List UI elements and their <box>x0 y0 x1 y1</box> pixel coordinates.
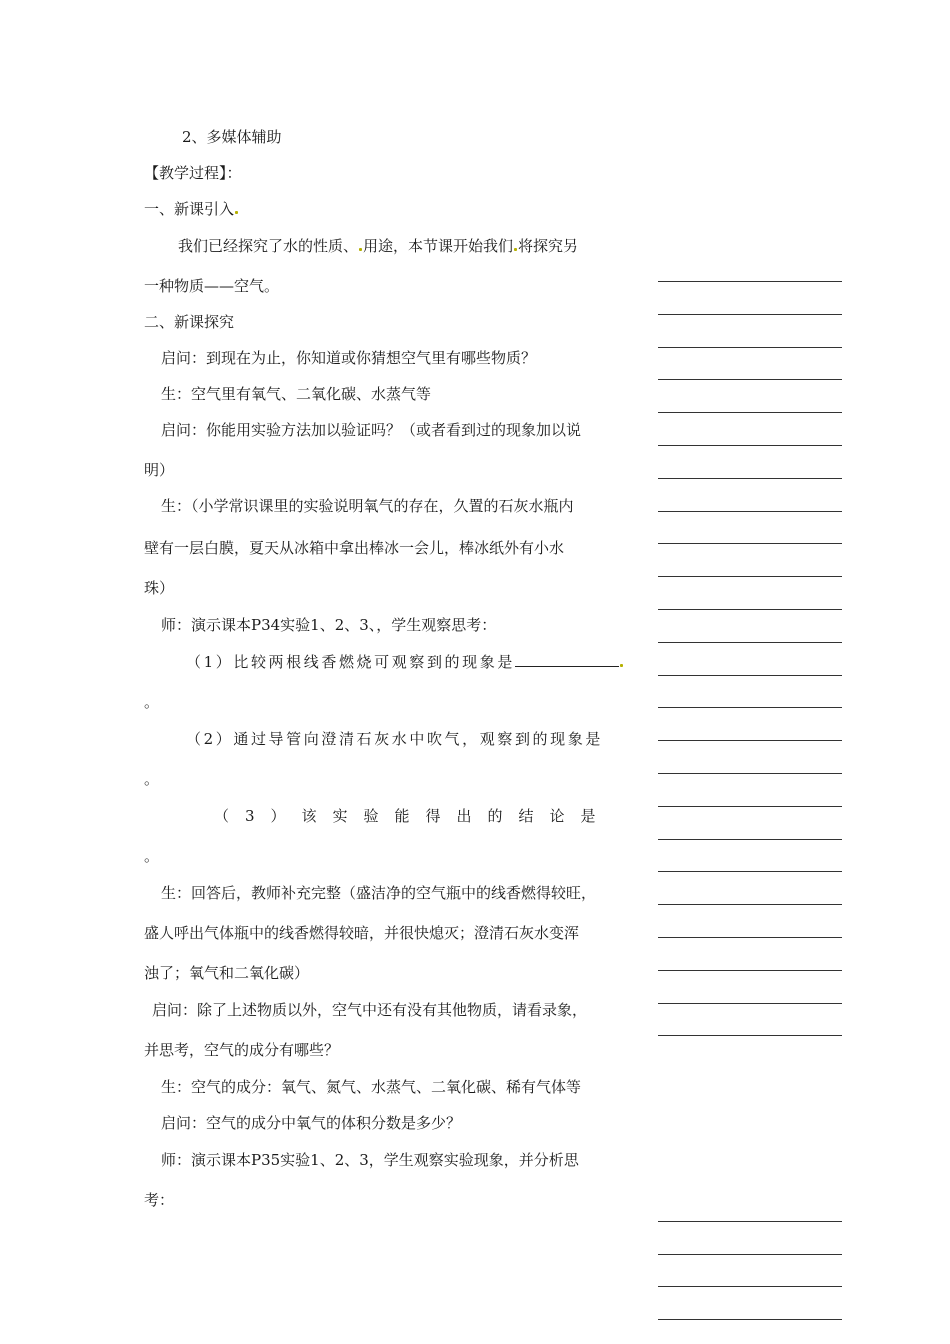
note-line <box>658 412 842 413</box>
note-line <box>658 445 842 446</box>
answer-blank[interactable] <box>515 652 619 667</box>
exercise-item-2: （2）通过导管向澄清石灰水中吹气，观察到的现象是 <box>186 730 603 748</box>
note-line <box>658 642 842 643</box>
question-3-line2: 并思考，空气的成分有哪些？ <box>144 1041 340 1059</box>
teacher-demo-2-line1: 师：演示课本P35实验1、2、3，学生观察实验现象，并分析思 <box>161 1151 579 1169</box>
teacher-demo-2-line2: 考： <box>144 1191 175 1209</box>
note-line <box>658 379 842 380</box>
question-1: 启问：到现在为止，你知道或你猜想空气里有哪些物质？ <box>161 349 537 367</box>
question-4: 启问：空气的成分中氧气的体积分数是多少？ <box>161 1114 462 1132</box>
exercise-item-1-end: 。 <box>144 693 160 711</box>
answer-2-line1: 生：（小学常识课里的实验说明氧气的存在，久置的石灰水瓶内 <box>161 497 574 515</box>
answer-3-line3: 浊了；氧气和二氧化碳） <box>144 964 310 982</box>
intro-text-a: 我们已经探究了水的性质、 <box>178 237 359 255</box>
note-line <box>658 937 842 938</box>
section-intro-title <box>144 199 238 219</box>
highlight-mark <box>359 248 362 251</box>
note-line <box>658 1035 842 1036</box>
note-line <box>658 675 842 676</box>
note-line <box>658 478 842 479</box>
note-line <box>658 609 842 610</box>
note-line <box>658 970 842 971</box>
note-line <box>658 1319 842 1320</box>
intro-paragraph-line2: 一种物质——空气。 <box>144 277 280 295</box>
question-2-line2: 明） <box>144 461 175 479</box>
highlight-mark <box>620 664 623 667</box>
note-line <box>658 543 842 544</box>
note-line <box>658 1254 842 1255</box>
note-line <box>658 1003 842 1004</box>
answer-2-line3: 珠） <box>144 579 175 597</box>
question-2-line1: 启问：你能用实验方法加以验证吗？（或者看到过的现象加以说 <box>161 421 582 439</box>
note-line <box>658 347 842 348</box>
exercise-item-1 <box>186 652 623 672</box>
note-line <box>658 773 842 774</box>
answer-3-line2: 盛人呼出气体瓶中的线香燃得较暗，并很快熄灭；澄清石灰水变浑 <box>144 924 580 942</box>
question-3-line1: 启问：除了上述物质以外，空气中还有没有其他物质，请看录象， <box>152 1001 588 1019</box>
highlight-mark <box>235 211 238 214</box>
note-line <box>658 281 842 282</box>
exercise-item-3-end: 。 <box>144 847 160 865</box>
note-line <box>658 707 842 708</box>
section-explore-title: 二、新课探究 <box>144 313 235 331</box>
note-line <box>658 871 842 872</box>
heading-teaching-aids: 2、多媒体辅助 <box>182 128 282 146</box>
exercise-item-1-text: （1）比较两根线香燃烧可观察到的现象是 <box>186 653 515 671</box>
note-line <box>658 1286 842 1287</box>
answer-3-line1: 生：回答后，教师补充完整（盛洁净的空气瓶中的线香燃得较旺， <box>161 884 597 902</box>
intro-paragraph-line1 <box>178 236 578 256</box>
answer-1: 生：空气里有氧气、二氧化碳、水蒸气等 <box>161 385 432 403</box>
note-line <box>658 511 842 512</box>
note-line <box>658 314 842 315</box>
exercise-item-3: （3）该实验能得出的结论是 <box>214 807 612 825</box>
answer-4: 生：空气的成分：氧气、氮气、水蒸气、二氧化碳、稀有气体等 <box>161 1078 582 1096</box>
note-line <box>658 740 842 741</box>
exercise-item-2-end: 。 <box>144 770 160 788</box>
note-line <box>658 806 842 807</box>
note-line <box>658 1221 842 1222</box>
note-line <box>658 576 842 577</box>
highlight-mark <box>514 248 517 251</box>
section-intro-title-text: 一、新课引入 <box>144 200 235 218</box>
note-line <box>658 904 842 905</box>
heading-teaching-process: 【教学过程】： <box>144 164 242 182</box>
teacher-demo-1: 师：演示课本P34实验1、2、3、，学生观察思考： <box>161 616 497 634</box>
intro-text-b: 用途，本节课开始我们 <box>363 237 514 255</box>
intro-text-c: 将探究另 <box>518 237 579 255</box>
answer-2-line2: 壁有一层白膜，夏天从冰箱中拿出棒冰一会儿，棒冰纸外有小水 <box>144 539 565 557</box>
note-line <box>658 839 842 840</box>
